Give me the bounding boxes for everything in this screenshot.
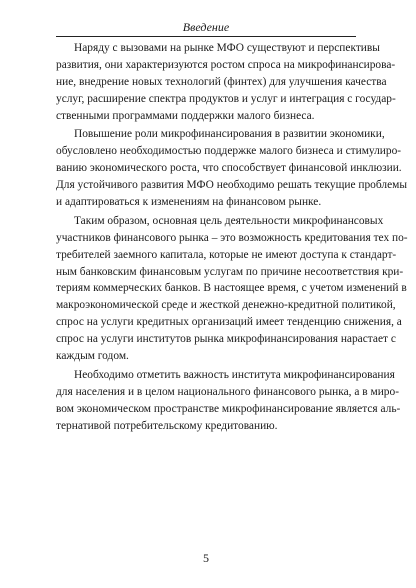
text-line: участников финансового рынка – это возможность кредитования тех по- bbox=[56, 231, 408, 244]
text-line: для населения и в целом национального финансового рынка, а в миро- bbox=[56, 385, 399, 398]
text-line: ным банковским финансовым услугам по причине несоответствия кри- bbox=[56, 265, 404, 278]
text-line: требителей заемного капитала, которые не имеют доступа к стандарт- bbox=[56, 248, 397, 261]
text-line: териям коммерческих банков. В настоящее время, с учетом изменений в bbox=[56, 282, 407, 295]
text-line: развития, они характеризуются ростом спроса на микрофинансирова- bbox=[56, 58, 396, 71]
paragraph-2 bbox=[56, 126, 407, 210]
text-line: спрос на услуги институтов рынка микрофинансирования нарастает с bbox=[56, 333, 396, 346]
running-header: Введение bbox=[182, 20, 230, 34]
text-line: Повышение роли микрофинансирования в развитии экономики, bbox=[74, 128, 385, 141]
paragraph-4 bbox=[56, 367, 401, 435]
text-line: услуг, расширение спектра продуктов и услуг и интеграция с государ- bbox=[56, 92, 396, 105]
paragraph-1 bbox=[56, 40, 396, 124]
text-line: ние, внедрение новых технологий (финтех) для улучшения качества bbox=[56, 75, 387, 88]
text-line: обусловлено необходимостью поддержке малого бизнеса и стимулиро- bbox=[56, 145, 402, 158]
paragraph-3 bbox=[56, 213, 408, 365]
body-text bbox=[56, 40, 408, 434]
text-line: тернативой потребительскому кредитованию. bbox=[56, 419, 278, 432]
text-line: макроэкономической среде и жесткой денежно-кредитной политикой, bbox=[56, 299, 396, 312]
page-number: 5 bbox=[203, 551, 209, 565]
header-rule bbox=[56, 36, 356, 37]
text-line: и адаптироваться к изменениям на финансовом рынке. bbox=[56, 196, 322, 209]
text-line: Таким образом, основная цель деятельности микрофинансовых bbox=[74, 214, 384, 227]
text-line: каждым годом. bbox=[56, 350, 129, 363]
text-line: ванию экономического роста, что способствует финансовой инклюзии. bbox=[56, 162, 402, 175]
text-line: Для устойчивого развития МФО необходимо решать текущие проблемы bbox=[56, 179, 407, 192]
text-line: спрос на услуги кредитных организаций имеет тенденцию снижения, а bbox=[56, 316, 402, 329]
text-line: ственными программами поддержки малого бизнеса. bbox=[56, 109, 315, 122]
text-line: Необходимо отметить важность института микрофинансирования bbox=[74, 368, 395, 381]
text-line: вом экономическом пространстве микрофинансирование является аль- bbox=[56, 402, 401, 415]
text-line: Наряду с вызовами на рынке МФО существуют и перспективы bbox=[74, 42, 380, 54]
